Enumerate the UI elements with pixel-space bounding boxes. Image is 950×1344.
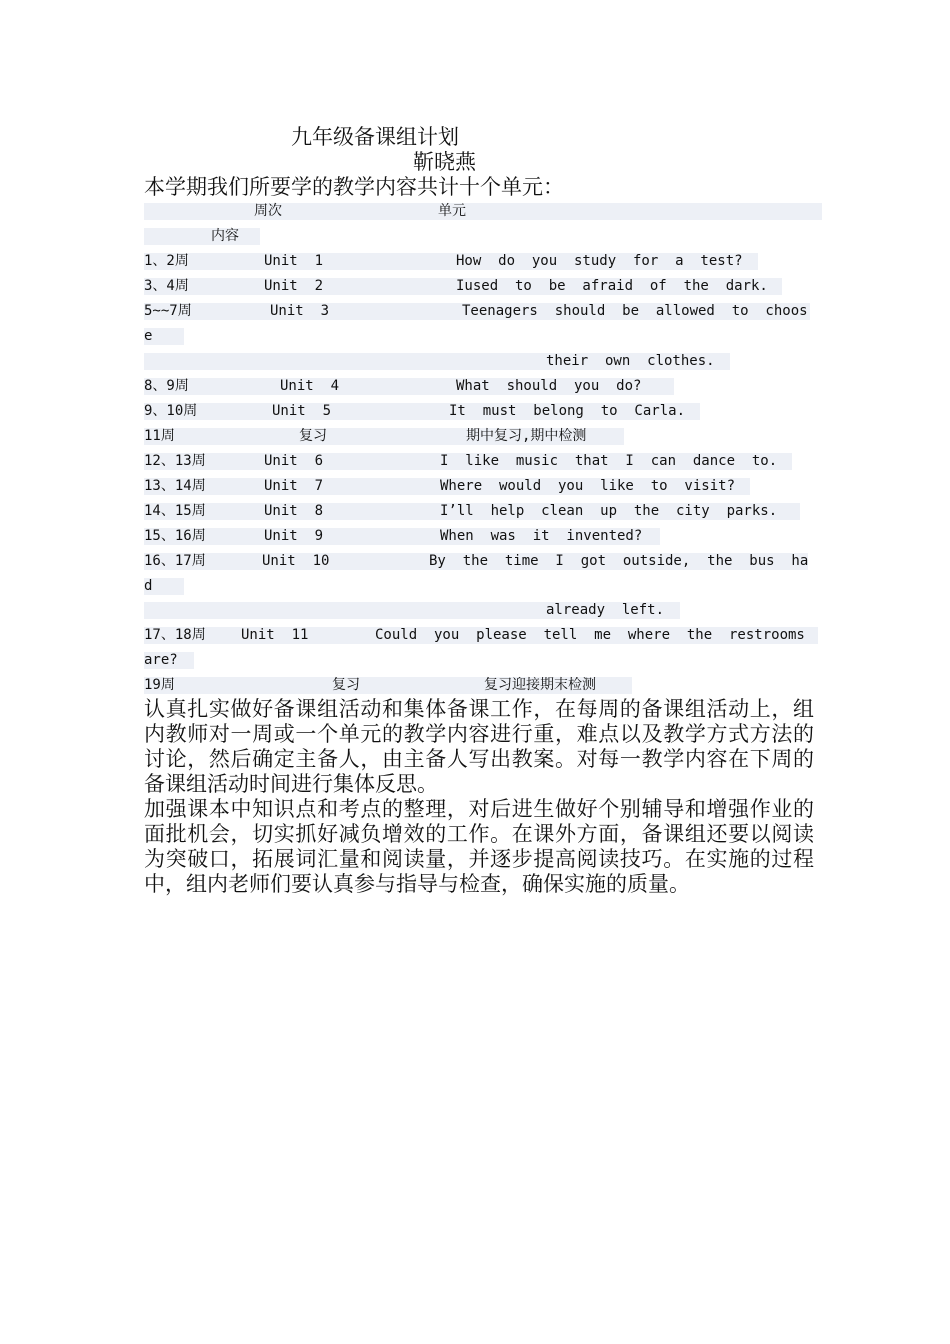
- paragraph-2: 加强课本中知识点和考点的整理，对后进生做好个别辅导和增强作业的面批机会，切实抓好减负增效的工作。在课外方面，备课组还要以阅读为突破口，拓展词汇量和阅读量，并逐步提高阅读技巧。在实施的过程中，组内老师们要认真参与指导与检查，确保实施的质量。: [144, 797, 814, 896]
- document-title: 九年级备课组计划: [291, 125, 459, 149]
- table-row-wrap: [144, 652, 194, 669]
- row-content: Where would you like to visit?: [440, 478, 736, 494]
- row-content: I like music that I can dance to.: [440, 453, 778, 469]
- row-week: 17、18周: [144, 627, 206, 643]
- row-content-wrap: are?: [144, 652, 178, 668]
- table-row: [144, 378, 674, 395]
- row-unit: Unit 10: [262, 553, 330, 569]
- table-row: [144, 627, 818, 644]
- row-content-wrap: d: [144, 578, 153, 594]
- header-content: 内容: [211, 228, 239, 244]
- table-row: [144, 553, 808, 570]
- row-content: When was it invented?: [440, 528, 643, 544]
- row-unit: Unit 7: [264, 478, 324, 494]
- row-week: 3、4周: [144, 278, 189, 294]
- table-row: [144, 503, 800, 520]
- row-content: I’ll help clean up the city parks.: [440, 503, 778, 519]
- row-content-wrap: e: [144, 328, 153, 344]
- row-week: 1、2周: [144, 253, 189, 269]
- intro-text: 本学期我们所要学的教学内容共计十个单元：: [144, 175, 564, 199]
- table-row: [144, 428, 624, 445]
- header-week: 周次: [254, 203, 282, 219]
- row-week: 8、9周: [144, 378, 189, 394]
- table-row: [144, 253, 758, 270]
- table-row: [144, 677, 632, 694]
- row-content: 复习迎接期末检测: [484, 677, 596, 693]
- row-unit: 复习: [332, 677, 360, 693]
- table-row: [144, 453, 792, 470]
- row-unit: Unit 4: [280, 378, 340, 394]
- row-unit: 复习: [299, 428, 327, 444]
- row-week: 9、10周: [144, 403, 198, 419]
- row-unit: Unit 11: [241, 627, 309, 643]
- paragraph-1: 认真扎实做好备课组活动和集体备课工作，在每周的备课组活动上，组内教师对一周或一个单元的教学内容进行重，难点以及教学方式方法的讨论，然后确定主备人，由主备人写出教案。对每一教学内容在下周的备课组活动时间进行集体反思。: [144, 697, 814, 796]
- row-content-cont: already left.: [546, 602, 665, 618]
- row-week: 12、13周: [144, 453, 206, 469]
- table-row: [144, 303, 810, 320]
- table-row-wrap: [144, 578, 184, 595]
- table-row: [144, 403, 700, 420]
- row-week: 5~~7周: [144, 303, 192, 319]
- table-header: [144, 203, 822, 220]
- row-unit: Unit 6: [264, 453, 324, 469]
- table-row: [144, 478, 750, 495]
- row-content: How do you study for a test?: [456, 253, 743, 269]
- row-unit: Unit 8: [264, 503, 324, 519]
- row-week: 13、14周: [144, 478, 206, 494]
- row-content: By the time I got outside, the bus ha: [429, 553, 809, 569]
- row-content: It must belong to Carla.: [449, 403, 686, 419]
- row-unit: Unit 5: [272, 403, 332, 419]
- row-content: Teenagers should be allowed to choos: [462, 303, 808, 319]
- document-author: 靳晓燕: [413, 150, 476, 174]
- row-unit: Unit 9: [264, 528, 324, 544]
- header-unit: 单元: [438, 203, 466, 219]
- table-header-wrap: [144, 228, 260, 245]
- row-unit: Unit 1: [264, 253, 324, 269]
- row-content: Iused to be afraid of the dark.: [456, 278, 768, 294]
- row-unit: Unit 3: [270, 303, 330, 319]
- row-week: 15、16周: [144, 528, 206, 544]
- row-content: What should you do?: [456, 378, 642, 394]
- row-week: 19周: [144, 677, 175, 693]
- table-row-wrap: [144, 328, 184, 345]
- row-content: Could you please tell me where the restrooms: [375, 627, 805, 643]
- table-row-continuation: [144, 602, 680, 619]
- row-content-cont: their own clothes.: [546, 353, 715, 369]
- row-unit: Unit 2: [264, 278, 324, 294]
- row-week: 11周: [144, 428, 175, 444]
- table-row: [144, 528, 660, 545]
- table-row: [144, 278, 782, 295]
- row-week: 14、15周: [144, 503, 206, 519]
- row-content: 期中复习,期中检测: [466, 428, 587, 444]
- table-row-continuation: [144, 353, 730, 370]
- row-week: 16、17周: [144, 553, 206, 569]
